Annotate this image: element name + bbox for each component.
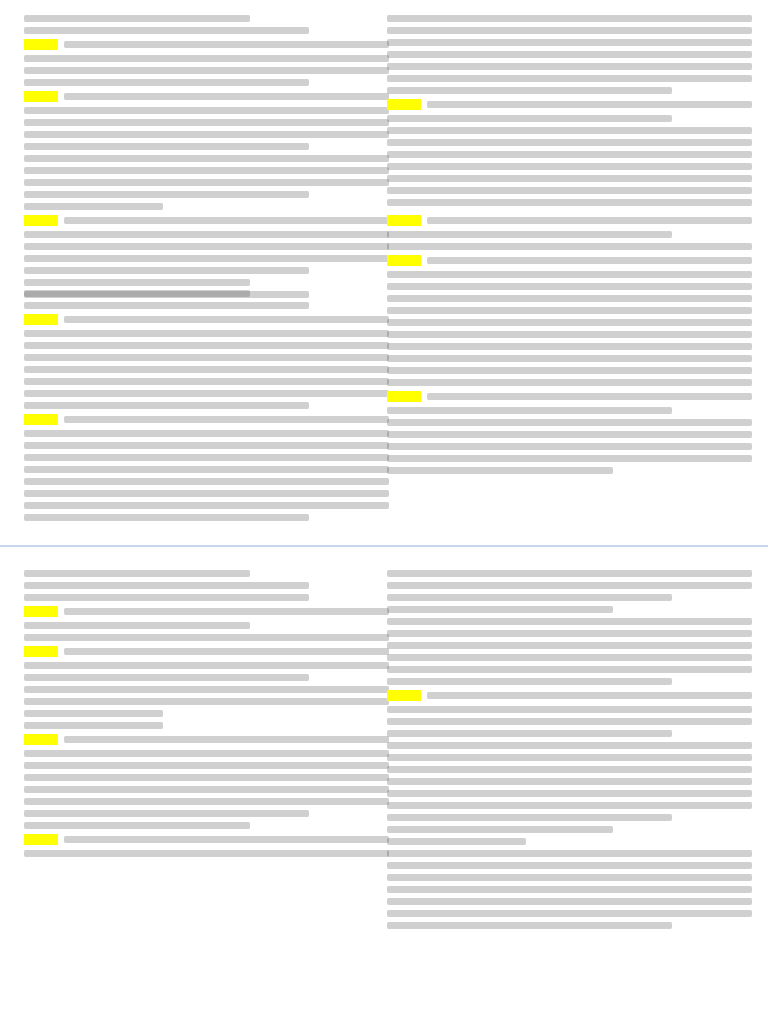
- left-column-top: [24, 0, 389, 520]
- right-column-top: [387, 0, 752, 520]
- half-divider: [0, 545, 768, 547]
- speaker-label-highlight: [24, 39, 58, 50]
- intro-continuation-block: [387, 10, 752, 211]
- section-1-block: [24, 10, 389, 303]
- closing-block: [387, 565, 752, 934]
- section-2-block: [24, 285, 389, 526]
- right-column-bottom: [387, 565, 752, 1024]
- speech-block: [387, 210, 752, 479]
- question-list-block: [24, 565, 389, 862]
- left-column-bottom: [24, 565, 389, 1024]
